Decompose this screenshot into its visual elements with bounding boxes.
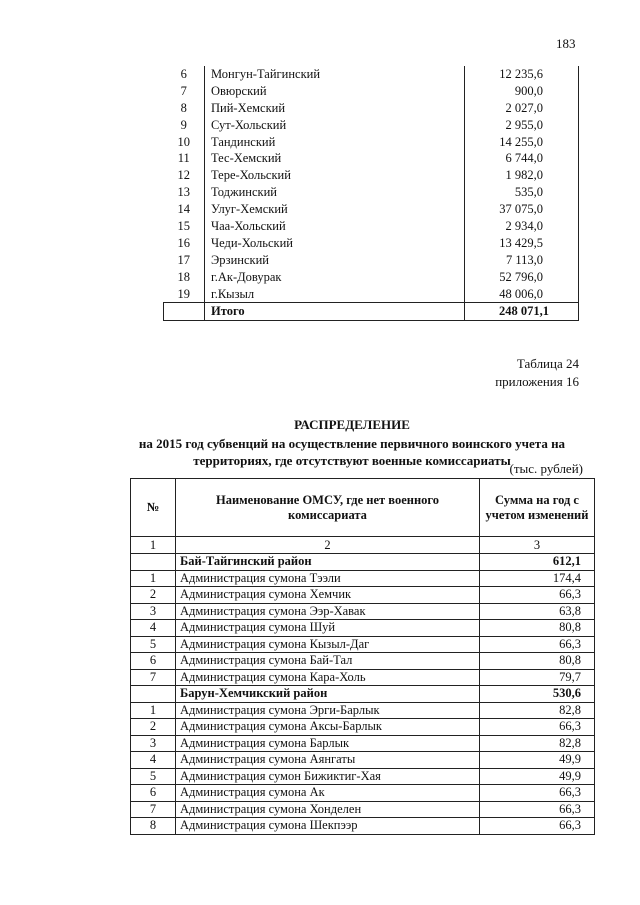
- column-index: 3: [480, 537, 595, 554]
- row-value: 49,9: [480, 768, 595, 785]
- table-row: [164, 235, 579, 252]
- row-value: 82,8: [480, 702, 595, 719]
- row-name: Администрация сумона Тээли: [176, 570, 480, 587]
- row-name: Администрация сумона Эрги-Барлык: [176, 702, 480, 719]
- row-name: Администрация сумона Бай-Тал: [176, 653, 480, 670]
- document-title: РАСПРЕДЕЛЕНИЕ: [294, 417, 410, 432]
- table-row: [131, 636, 595, 653]
- row-number: 1: [131, 570, 176, 587]
- row-name: Администрация сумона Аянгаты: [176, 752, 480, 769]
- page-number: 183: [556, 36, 576, 51]
- row-name: Тес-Хемский: [205, 150, 465, 167]
- row-value: 66,3: [480, 818, 595, 835]
- row-number: 2: [131, 719, 176, 736]
- document-subtitle: на 2015 год субвенций на осуществление первичного воинского учета на территориях, где отсутствуют военные комиссариаты: [138, 436, 566, 468]
- row-value: 2 027,0: [465, 100, 579, 117]
- column-index: 1: [131, 537, 176, 554]
- row-value: 2 934,0: [465, 218, 579, 235]
- row-number: 4: [131, 620, 176, 637]
- table-row: [164, 269, 579, 286]
- row-name: Администрация сумона Ак: [176, 785, 480, 802]
- row-name: Администрация сумона Ээр-Хавак: [176, 603, 480, 620]
- table-row: [131, 702, 595, 719]
- row-value: 66,3: [480, 636, 595, 653]
- row-name: Тандинский: [205, 134, 465, 151]
- table-row: [164, 134, 579, 151]
- row-name: Улуг-Хемский: [205, 201, 465, 218]
- table-label-appendix: приложения 16: [495, 374, 579, 389]
- total-number-cell: [164, 303, 205, 321]
- district-row: [131, 686, 595, 703]
- row-number: 7: [131, 801, 176, 818]
- table-row: [131, 719, 595, 736]
- row-number: 13: [177, 185, 190, 200]
- row-name: Чаа-Хольский: [205, 218, 465, 235]
- row-number: 2: [131, 587, 176, 604]
- district-row: [131, 554, 595, 571]
- row-name: Тере-Хольский: [205, 167, 465, 184]
- table-row: [164, 83, 579, 100]
- row-value: 66,3: [480, 785, 595, 802]
- total-label: Итого: [205, 303, 465, 321]
- row-value: 13 429,5: [465, 235, 579, 252]
- table-row: [164, 184, 579, 201]
- header-name: Наименование ОМСУ, где нет военного комиссариата: [176, 479, 480, 537]
- row-number: [131, 686, 176, 703]
- row-value: 7 113,0: [465, 252, 579, 269]
- total-value: 248 071,1: [465, 303, 579, 321]
- table-row: [164, 286, 579, 303]
- distribution-table: [130, 478, 595, 835]
- row-value: 900,0: [465, 83, 579, 100]
- row-name: Администрация сумона Аксы-Барлык: [176, 719, 480, 736]
- row-number: 9: [180, 117, 187, 132]
- row-value: 37 075,0: [465, 201, 579, 218]
- table-row: [164, 117, 579, 134]
- row-number: 15: [177, 218, 190, 233]
- table-row: [131, 735, 595, 752]
- district-total: 530,6: [480, 686, 595, 703]
- row-value: 63,8: [480, 603, 595, 620]
- table-row: [164, 66, 579, 83]
- header-sum: Сумма на год с учетом изменений: [480, 479, 595, 537]
- row-number: 8: [131, 818, 176, 835]
- table-row: [131, 669, 595, 686]
- row-value: 1 982,0: [465, 167, 579, 184]
- row-value: 174,4: [480, 570, 595, 587]
- row-value: 66,3: [480, 801, 595, 818]
- row-name: г.Кызыл: [205, 286, 465, 303]
- row-name: Чеди-Хольский: [205, 235, 465, 252]
- table-row: [131, 818, 595, 835]
- row-number: 12: [177, 168, 190, 183]
- row-name: Тоджинский: [205, 184, 465, 201]
- table-row: [131, 570, 595, 587]
- row-value: 12 235,6: [465, 66, 579, 83]
- row-number: 18: [177, 269, 190, 284]
- row-name: Сут-Хольский: [205, 117, 465, 134]
- row-value: 80,8: [480, 620, 595, 637]
- continuation-table: [163, 66, 579, 321]
- row-number: [131, 554, 176, 571]
- row-name: Администрация сумона Кара-Холь: [176, 669, 480, 686]
- column-index: 2: [176, 537, 480, 554]
- row-name: Администрация сумона Хонделен: [176, 801, 480, 818]
- row-number: 17: [177, 252, 190, 267]
- table-row: [131, 587, 595, 604]
- row-value: 14 255,0: [465, 134, 579, 151]
- row-number: 11: [177, 151, 190, 166]
- header-number: №: [131, 479, 176, 537]
- row-name: Администрация сумона Хемчик: [176, 587, 480, 604]
- row-name: Администрация сумона Шекпээр: [176, 818, 480, 835]
- row-value: 48 006,0: [465, 286, 579, 303]
- table-row: [131, 768, 595, 785]
- total-row: [164, 303, 579, 321]
- row-number: 6: [131, 785, 176, 802]
- row-value: 535,0: [465, 184, 579, 201]
- row-name: Администрация сумона Кызыл-Даг: [176, 636, 480, 653]
- row-number: 5: [131, 636, 176, 653]
- table-row: [164, 150, 579, 167]
- row-number: 4: [131, 752, 176, 769]
- row-name: Администрация сумона Шуй: [176, 620, 480, 637]
- row-number: 3: [131, 603, 176, 620]
- table-row: [164, 201, 579, 218]
- row-value: 52 796,0: [465, 269, 579, 286]
- table-row: [131, 620, 595, 637]
- units-label: (тыс. рублей): [509, 461, 583, 476]
- row-name: Администрация сумона Барлык: [176, 735, 480, 752]
- row-value: 66,3: [480, 719, 595, 736]
- row-number: 6: [180, 66, 187, 81]
- row-number: 3: [131, 735, 176, 752]
- table-row: [164, 252, 579, 269]
- row-value: 6 744,0: [465, 150, 579, 167]
- row-number: 7: [131, 669, 176, 686]
- row-value: 82,8: [480, 735, 595, 752]
- row-number: 7: [180, 83, 187, 98]
- row-name: Эрзинский: [205, 252, 465, 269]
- table-row: [164, 167, 579, 184]
- row-value: 66,3: [480, 587, 595, 604]
- row-value: 2 955,0: [465, 117, 579, 134]
- table-row: [131, 752, 595, 769]
- row-number: 1: [131, 702, 176, 719]
- row-number: 10: [177, 134, 190, 149]
- district-total: 612,1: [480, 554, 595, 571]
- row-name: Пий-Хемский: [205, 100, 465, 117]
- column-index-row: [131, 537, 595, 554]
- row-value: 79,7: [480, 669, 595, 686]
- table-label: [495, 355, 579, 391]
- table-header-row: [131, 479, 595, 537]
- row-name: Монгун-Тайгинский: [205, 66, 465, 83]
- row-number: 5: [131, 768, 176, 785]
- row-number: 19: [177, 286, 190, 301]
- row-number: 14: [177, 202, 190, 217]
- district-name: Барун-Хемчикский район: [176, 686, 480, 703]
- table-row: [131, 785, 595, 802]
- table-row: [131, 801, 595, 818]
- table-row: [131, 653, 595, 670]
- row-number: 6: [131, 653, 176, 670]
- table-row: [164, 218, 579, 235]
- row-name: Овюрский: [205, 83, 465, 100]
- table-row: [164, 100, 579, 117]
- row-name: Администрация сумон Бижиктиг-Хая: [176, 768, 480, 785]
- row-name: г.Ак-Довурак: [205, 269, 465, 286]
- row-value: 49,9: [480, 752, 595, 769]
- table-label-number: Таблица 24: [516, 356, 579, 371]
- row-value: 80,8: [480, 653, 595, 670]
- table-row: [131, 603, 595, 620]
- district-name: Бай-Тайгинский район: [176, 554, 480, 571]
- row-number: 8: [180, 100, 187, 115]
- row-number: 16: [177, 235, 190, 250]
